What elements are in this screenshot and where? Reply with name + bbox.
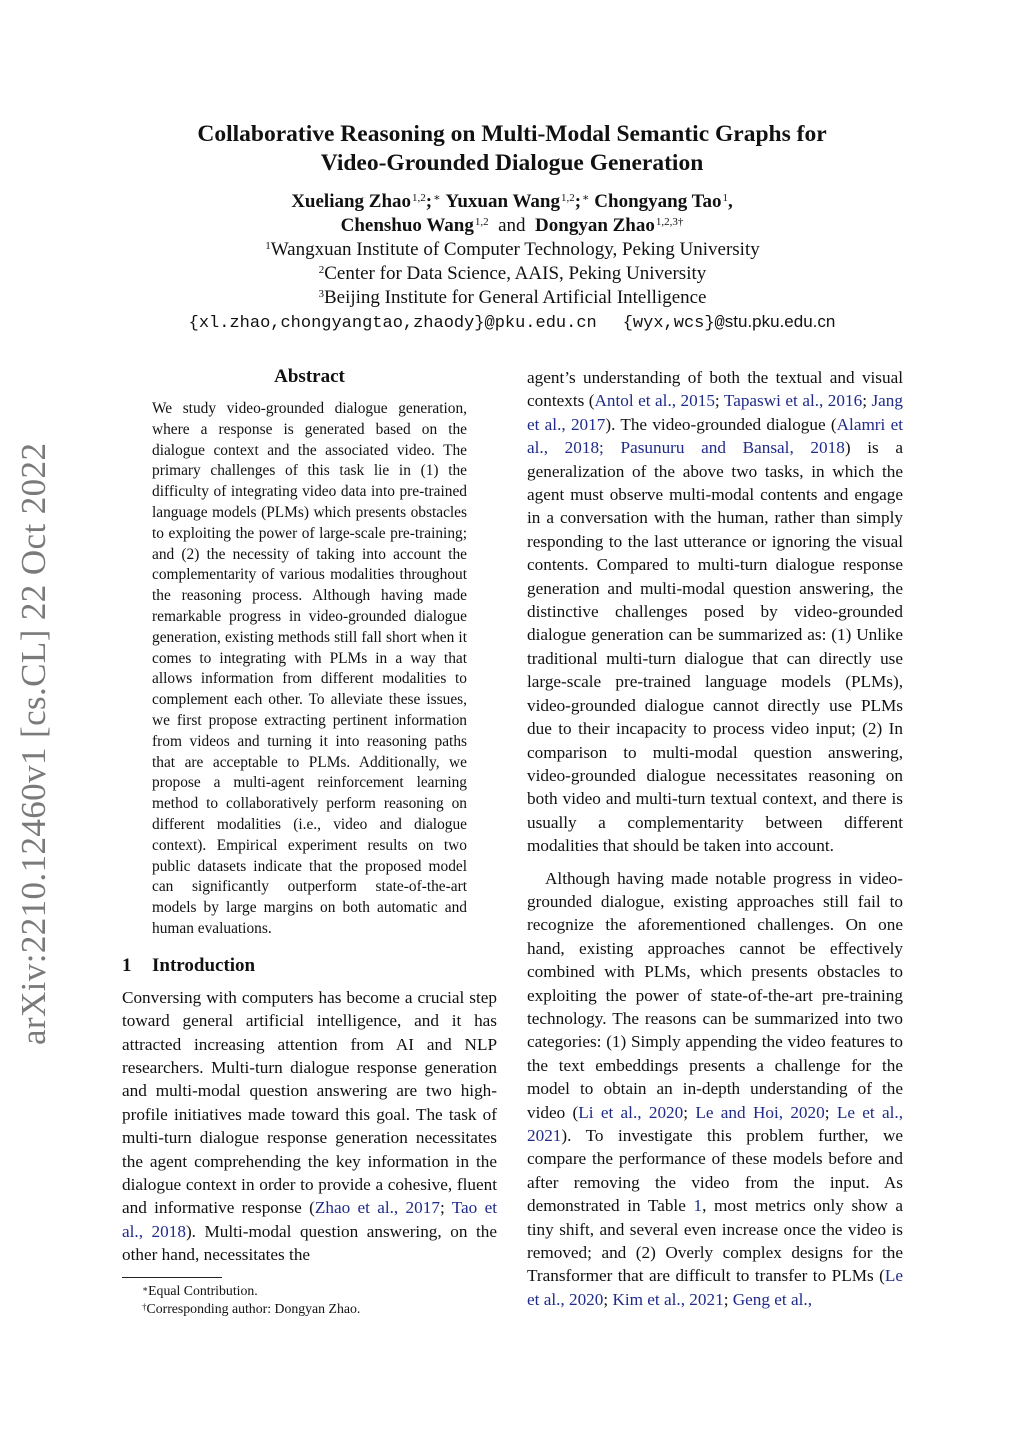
footnote bbox=[142, 1282, 497, 1300]
email-domain[interactable]: stu.pku.edu.cn bbox=[724, 312, 836, 331]
section-title: Introduction bbox=[152, 954, 256, 976]
citation-link[interactable]: Zhao et al., 2017 bbox=[314, 1198, 440, 1218]
author-affil-mark: 1,2 bbox=[474, 216, 489, 228]
intro-paragraph-1 bbox=[122, 986, 497, 1267]
section-number: 1 bbox=[122, 954, 132, 976]
author-line-1: Xueliang Zhao$^{1,2}$;∗ Yuxuan Wang$^{1,2}$;∗ Chongyang Tao$^1$, bbox=[291, 191, 733, 212]
paragraph-text: ). To investigate this problem further, we compare the performance of these models before and after removing the video from the input. As demonstrated in Table bbox=[527, 1126, 903, 1216]
affiliation-mark: 1 bbox=[265, 240, 271, 252]
section-heading-introduction bbox=[122, 954, 497, 978]
footnote bbox=[142, 1300, 497, 1318]
footnote-text: Equal Contribution. bbox=[148, 1282, 258, 1298]
equal-contrib-mark: ∗ bbox=[433, 192, 441, 204]
author-affil-mark: 1,2,3† bbox=[655, 216, 684, 228]
author-name: Yuxuan Wang bbox=[445, 191, 560, 212]
footnote-mark: ∗ bbox=[142, 1283, 149, 1294]
citation-link[interactable]: Tao et al., 2018 bbox=[122, 1198, 497, 1241]
author-name: Xueliang Zhao bbox=[291, 191, 412, 212]
footnote-mark: † bbox=[142, 1301, 147, 1312]
citation-link[interactable]: Geng et al., bbox=[732, 1289, 812, 1309]
paragraph-text: ; bbox=[824, 1102, 837, 1122]
citation-link[interactable]: Jang et al., 2017 bbox=[527, 391, 903, 434]
paragraph-text: ) is a generalization of the above two tasks, in which the agent must observe multi-modal contents and engage in a conversation with the human, rather than simply responding to the last utterance or ignoring the visual contents. Compared to multi-turn dialogue response generation and multi-modal question answering, the distinctive challenges posed by video-grounded dialogue generation can be summarized as: (1) Unlike traditional multi-turn dialogue that can directly use large-scale pre-trained language models (PLMs), video-grounded dialogue cannot directly use PLMs due to their incapacity to process video input; (2) In comparison to multi-modal question answering, video-grounded dialogue necessitates reasoning on both video and multi-turn textual context, and there is usually a complementarity between different modalities that should be taken into account. bbox=[527, 438, 903, 856]
intro-paragraph-1-continued bbox=[527, 366, 903, 858]
paragraph-text: Conversing with computers has become a crucial step toward general artificial intelligence, and it has attracted increasing attention from AI and NLP researchers. Multi-turn dialogue response generation and multi-modal question answering are two high-profile initiatives made toward this goal. The task of multi-turn dialogue response generation necessitates the agent comprehending the key information in the dialogue context in order to provide a cohesive, fluent and informative response ( bbox=[122, 987, 497, 1218]
citation-link[interactable]: Li et al., 2020 bbox=[578, 1102, 684, 1122]
table-ref-link[interactable]: 1 bbox=[693, 1196, 703, 1216]
citation-link[interactable]: Le et al., 2021 bbox=[527, 1102, 903, 1145]
footnote-text: Corresponding author: Dongyan Zhao. bbox=[146, 1300, 361, 1316]
title-line-1: Collaborative Reasoning on Multi-Modal Semantic Graphs for bbox=[197, 121, 827, 147]
title-line-2: Video-Grounded Dialogue Generation bbox=[320, 150, 704, 176]
citation-link[interactable]: Le and Hoi, 2020 bbox=[695, 1102, 825, 1122]
affiliation-text: Beijing Institute for General Artificial Intelligence bbox=[323, 287, 707, 308]
paragraph-text: Although having made notable progress in video-grounded dialogue, existing approaches still fail to recognize the aforementioned challenges. On one hand, existing approaches cannot be effectively combined with PLMs, which presents obstacles to exploiting the power of state-of-the-art pre-training technology. The reasons can be summarized into two categories: (1) Simply appending the video features to the text embeddings presents a challenge for the model to obtain an in-depth understanding of the video ( bbox=[527, 868, 903, 1122]
affiliation bbox=[120, 286, 904, 310]
citation-link[interactable]: Alamri et al., 2018; Pasunuru and Bansal, 2018 bbox=[527, 414, 903, 458]
paragraph-text: ; bbox=[439, 1198, 452, 1218]
paper-title bbox=[120, 120, 904, 178]
citation-link[interactable]: Antol et al., 2015 bbox=[594, 391, 715, 411]
author-affil-mark: 1,2 bbox=[560, 192, 575, 204]
affiliation-mark: 2 bbox=[318, 264, 325, 276]
affiliation bbox=[120, 262, 904, 286]
paragraph-text: ; bbox=[714, 391, 724, 411]
right-column bbox=[527, 366, 903, 1311]
abstract-heading: Abstract bbox=[274, 366, 345, 387]
intro-paragraph-2 bbox=[527, 867, 903, 1312]
citation-link[interactable]: Kim et al., 2021 bbox=[612, 1289, 724, 1309]
affiliation-text: Wangxuan Institute of Computer Technology, Peking University bbox=[270, 239, 760, 260]
left-column bbox=[122, 366, 497, 1318]
abstract-text: We study video-grounded dialogue generation, where a response is generated based on the dialogue context and the associated video. The primary challenges of this task lie in (1) the difficulty of integrating video data into pre-trained language models (PLMs) which presents obstacles to exploiting the power of large-scale pre-training; and (2) the necessity of taking into account the complementarity of various modalities throughout the reasoning process. Although having made remarkable progress in video-grounded dialogue generation, existing methods still fall short when it comes to integrating with PLMs in a way that allows information from different modalities to complement each other. To alleviate these issues, we first propose extracting pertinent information from videos and turning it into reasoning paths that are acceptable to PLMs. Additionally, we propose a multi-agent reinforcement learning method to collaboratively perform reasoning on different modalities (i.e., video and dialogue context). Empirical experiment results on two public datasets indicate that the proposed model can significantly outperform state-of-the-art models by large margins on both automatic and human evaluations. bbox=[152, 400, 467, 937]
email-address[interactable]: {wyx,wcs}@ bbox=[622, 314, 725, 333]
author-and: and bbox=[498, 215, 526, 236]
equal-contrib-mark: ∗ bbox=[582, 192, 590, 204]
paragraph-text: agent’s understanding of both the textual and visual contexts ( bbox=[527, 368, 903, 411]
footnote-rule bbox=[122, 1277, 222, 1278]
arxiv-stamp: arXiv:2210.12460v1 [cs.CL] 22 Oct 2022 bbox=[14, 442, 53, 1045]
paragraph-text: ). Multi-modal question answering, on the other hand, necessitates the bbox=[122, 1221, 497, 1265]
paragraph-text: ; bbox=[683, 1102, 696, 1122]
author-line-2 bbox=[120, 214, 904, 238]
email-line bbox=[120, 310, 904, 336]
author-affil-mark: 1 bbox=[722, 192, 729, 204]
paragraph-text: ). The video-grounded dialogue ( bbox=[605, 414, 837, 434]
paragraph-text: , most metrics only show a tiny shift, and several even increase once the video is removed; and (2) Overly complex designs for the Transformer that are difficult to transfer to PLMs ( bbox=[527, 1196, 903, 1286]
citation-link[interactable]: Tapaswi et al., 2016 bbox=[723, 391, 863, 411]
citation-link[interactable]: Le et al., 2020 bbox=[527, 1266, 903, 1309]
email-address[interactable]: {xl.zhao,chongyangtao,zhaody}@pku.edu.cn bbox=[188, 314, 597, 333]
paragraph-text: ; bbox=[862, 391, 872, 411]
paragraph-text: ; bbox=[723, 1289, 733, 1309]
author-name: Chenshuo Wang bbox=[340, 215, 474, 236]
author-name: Dongyan Zhao bbox=[535, 215, 655, 236]
author-affil-mark: 1,2 bbox=[412, 192, 426, 204]
affiliation bbox=[120, 238, 904, 262]
affiliation-text: Center for Data Science, AAIS, Peking University bbox=[324, 263, 707, 284]
author-block bbox=[120, 190, 904, 336]
author-name: Chongyang Tao bbox=[594, 191, 722, 212]
affiliation-mark: 3 bbox=[318, 288, 324, 300]
paragraph-text: ; bbox=[603, 1289, 613, 1309]
